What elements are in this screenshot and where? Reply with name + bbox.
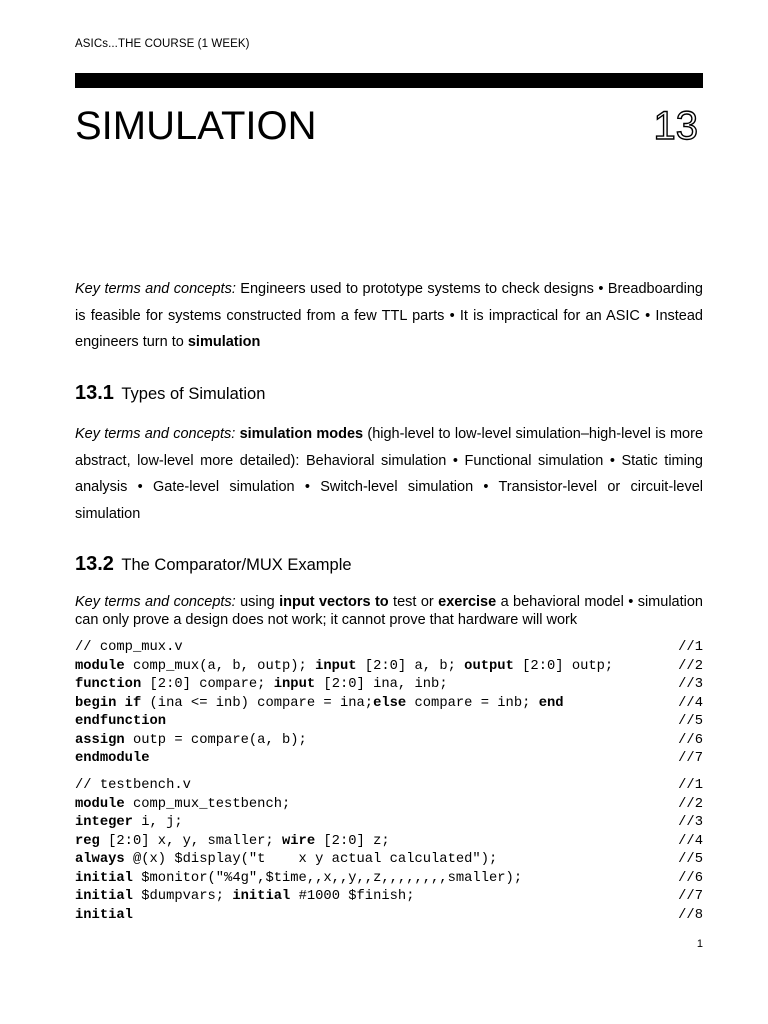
section-text: test or <box>388 594 439 610</box>
intro-paragraph <box>75 276 703 356</box>
bold-term: input vectors to <box>279 594 389 610</box>
code-line-number: //1 <box>678 778 703 793</box>
code-line-number: //5 <box>678 852 703 867</box>
code-line-number: //7 <box>678 889 703 904</box>
code-keyword: module <box>75 658 125 674</box>
code-line-number: //6 <box>678 732 703 748</box>
code-line <box>75 732 703 751</box>
code-line-number: //3 <box>678 815 703 830</box>
code-text: $monitor("%4g",$time,,x,,y,,z,,,,,,,,smaller); <box>132 870 523 886</box>
code-text: i, j; <box>132 815 183 830</box>
section-number: 13.1 <box>75 382 114 404</box>
code-line-number: //7 <box>678 751 703 766</box>
code-keyword: input <box>273 677 316 692</box>
code-line <box>75 796 703 815</box>
code-keyword: reg <box>75 833 100 849</box>
intro-text: Engineers used to prototype systems to check designs • Breadboarding is feasible for systems constructed from a few TTL parts • It is impractical for an ASIC • Instead engineers turn to <box>75 281 703 350</box>
code-text: [2:0] x, y, smaller; <box>99 833 282 849</box>
code-keyword: endfunction <box>75 714 167 729</box>
key-terms-label: Key terms and concepts: <box>75 281 236 297</box>
code-keyword: endmodule <box>75 751 150 766</box>
code-keyword: initial <box>75 870 133 886</box>
code-text: [2:0] a, b; <box>356 658 465 674</box>
code-keyword: function <box>75 677 142 692</box>
code-text: @(x) $display("t x y actual calculated"); <box>124 852 498 867</box>
code-text: // testbench.v <box>75 778 191 793</box>
code-line-number: //2 <box>678 796 703 812</box>
code-keyword: output <box>464 658 514 674</box>
section-text: (high-level to low-level simulation–high-level is more abstract, low-level more detailed): Behavioral simulation • Functional simulation • Static timing analysis • Gate-level simulation • Switch-level simulation • Transistor-level or circuit-level simulation <box>75 426 704 522</box>
code-line <box>75 639 703 658</box>
chapter-number: 13 <box>653 104 698 148</box>
code-line <box>75 777 703 796</box>
code-keyword: wire <box>282 833 316 849</box>
code-keyword: initial <box>75 889 133 904</box>
section-title: The Comparator/MUX Example <box>121 556 352 574</box>
code-line-number: //1 <box>678 640 703 655</box>
section-paragraph <box>75 593 703 629</box>
section-heading <box>75 382 265 405</box>
code-text: (ina <= inb) compare = ina; <box>141 695 374 711</box>
code-text: comp_mux(a, b, outp); <box>124 658 316 674</box>
code-keyword: initial <box>232 889 291 904</box>
code-keyword: end <box>538 695 564 711</box>
code-line-number: //2 <box>678 658 703 674</box>
code-keyword: else <box>373 695 407 711</box>
code-line-number: //8 <box>678 907 703 923</box>
code-keyword: always <box>75 852 125 867</box>
section-title: Types of Simulation <box>121 385 266 403</box>
code-listing-comp-mux <box>75 639 703 769</box>
code-keyword: module <box>75 796 125 812</box>
code-text: [2:0] ina, inb; <box>315 677 448 692</box>
code-line <box>75 658 703 677</box>
bold-term: simulation <box>187 334 261 350</box>
code-line <box>75 907 703 926</box>
section-text: a behavioral model • simulation can only prove a design does not work; it cannot prove that hardware will work <box>75 594 703 628</box>
code-line-number: //3 <box>678 677 703 692</box>
code-keyword: initial <box>75 907 133 923</box>
code-text: compare = inb; <box>406 695 539 711</box>
code-line <box>75 888 703 907</box>
code-line <box>75 833 703 852</box>
code-text: [2:0] outp; <box>513 658 614 674</box>
code-line <box>75 870 703 889</box>
section-number: 13.2 <box>75 553 114 575</box>
code-text: comp_mux_testbench; <box>124 796 291 812</box>
code-text: #1000 $finish; <box>290 889 415 904</box>
code-line-number: //4 <box>678 695 703 711</box>
code-text: // comp_mux.v <box>75 640 183 655</box>
code-line-number: //4 <box>678 833 703 849</box>
code-keyword: assign <box>75 732 125 748</box>
bold-term: simulation modes <box>239 426 364 442</box>
page-number: 1 <box>696 938 703 950</box>
code-line <box>75 713 703 732</box>
key-terms-label: Key terms and concepts: <box>75 426 236 442</box>
section-text: using <box>235 594 280 610</box>
code-text: [2:0] z; <box>315 833 390 849</box>
code-line <box>75 676 703 695</box>
bold-term: exercise <box>438 594 497 610</box>
code-text: outp = compare(a, b); <box>124 732 307 748</box>
code-line <box>75 695 703 714</box>
code-listing-testbench <box>75 777 703 925</box>
code-line-number: //5 <box>678 714 703 729</box>
code-keyword: integer <box>75 815 133 830</box>
key-terms-label: Key terms and concepts: <box>75 594 236 610</box>
code-line <box>75 750 703 769</box>
header-rule <box>75 73 703 88</box>
code-text: [2:0] compare; <box>141 677 274 692</box>
section-paragraph <box>75 421 703 527</box>
code-line <box>75 814 703 833</box>
code-keyword: begin if <box>75 695 142 711</box>
section-heading <box>75 553 352 576</box>
code-line-number: //6 <box>678 870 703 886</box>
chapter-title: SIMULATION <box>75 104 317 148</box>
code-keyword: input <box>315 658 357 674</box>
running-head: ASICs...THE COURSE (1 WEEK) <box>75 38 250 50</box>
code-line <box>75 851 703 870</box>
code-text: $dumpvars; <box>132 889 233 904</box>
